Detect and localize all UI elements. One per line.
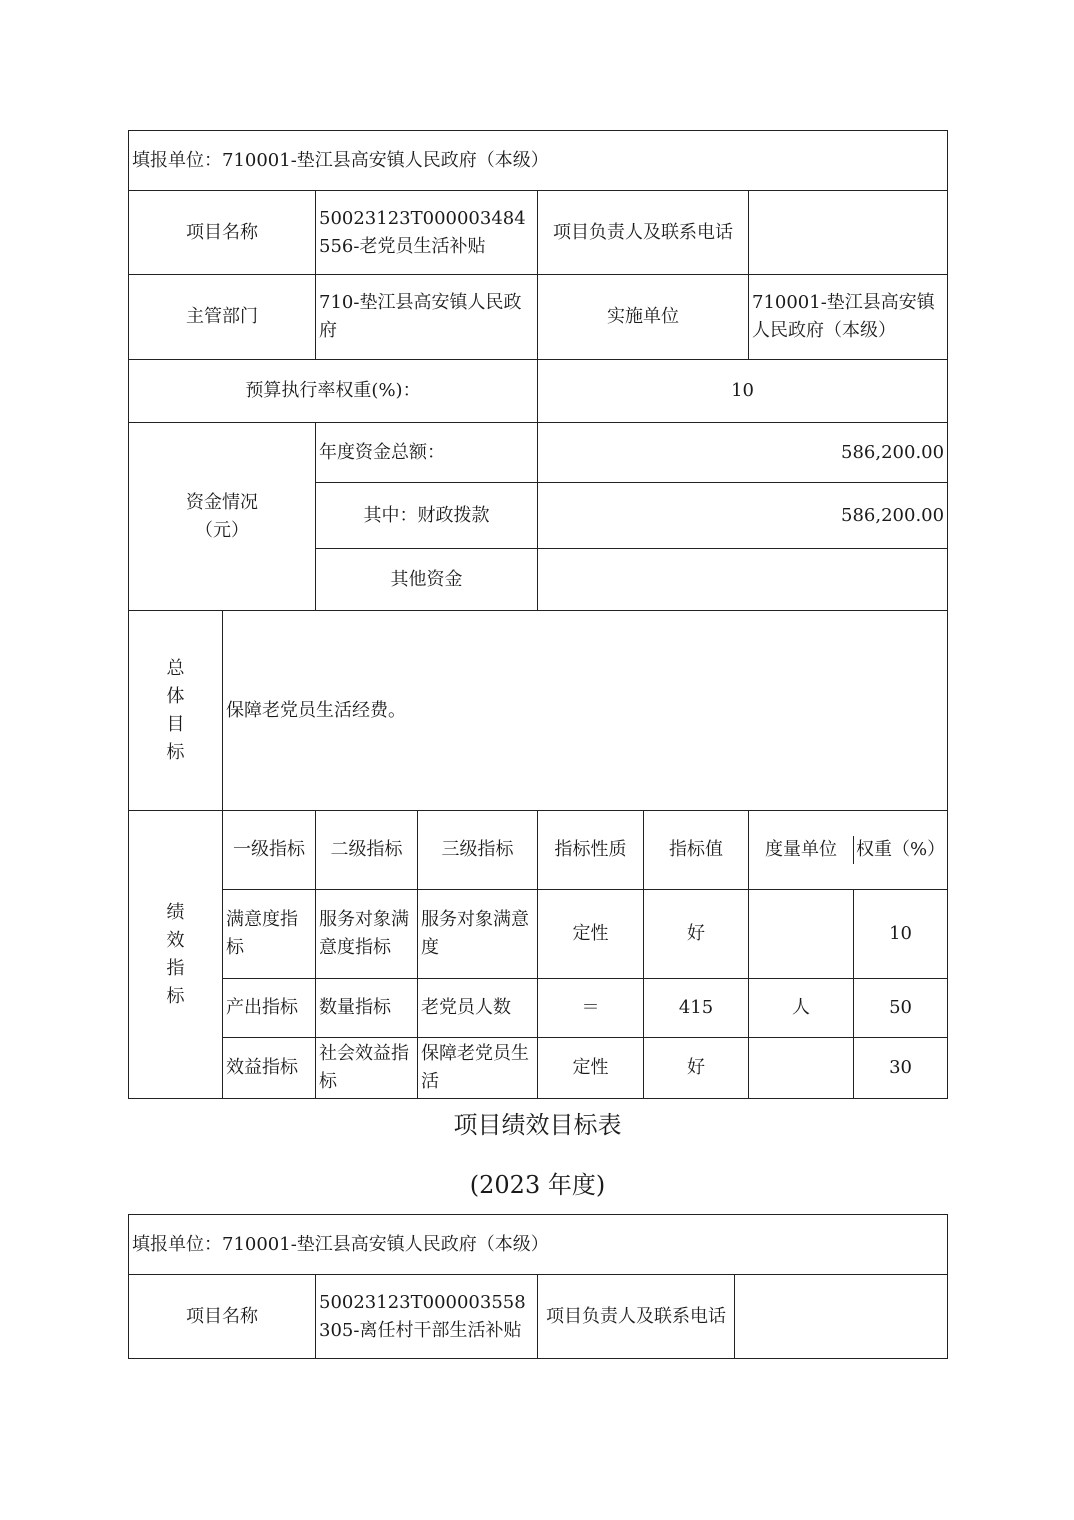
project-name-label-2: 项目名称 [129, 1275, 316, 1359]
row3-level3: 保障老党员生活 [418, 1038, 538, 1099]
page-year: (2023 年度) [469, 1171, 606, 1199]
row2-level1: 产出指标 [223, 979, 316, 1038]
overall-goal-label [129, 611, 223, 811]
dept-value: 710-垫江县高安镇人民政府 [316, 275, 538, 360]
fiscal-label: 其中：财政拨款 [316, 483, 538, 549]
reporting-unit: 填报单位：710001-垫江县高安镇人民政府（本级） [129, 131, 948, 191]
row3-unit [749, 1038, 853, 1098]
row1-level3: 服务对象满意度 [418, 890, 538, 979]
header-nature: 指标性质 [538, 811, 644, 890]
row1-level1: 满意度指标 [223, 890, 316, 979]
contact-label-2: 项目负责人及联系电话 [538, 1275, 735, 1359]
project-name-value-2: 50023123T000003558305-离任村干部生活补贴 [316, 1275, 538, 1359]
perf-char: 绩 [166, 901, 185, 923]
header-level3: 三级指标 [418, 811, 538, 890]
other-funds-value [538, 549, 948, 611]
project-name-label: 项目名称 [129, 191, 316, 275]
funds-label-line1: 资金情况 [186, 491, 258, 513]
contact-value-2 [735, 1275, 948, 1359]
budget-weight-value: 10 [538, 360, 948, 423]
fiscal-value: 586,200.00 [538, 483, 948, 549]
table-row [129, 1038, 948, 1099]
annual-total-value: 586,200.00 [538, 423, 948, 483]
goal-char: 标 [166, 741, 185, 763]
row3-level2: 社会效益指标 [316, 1038, 418, 1099]
row1-value: 好 [644, 890, 749, 979]
other-funds-label: 其他资金 [316, 549, 538, 611]
table-row [129, 979, 948, 1038]
row2-unit: 人 [792, 997, 810, 1018]
goal-char: 体 [166, 685, 185, 707]
performance-table-1 [128, 130, 948, 1099]
impl-value: 710001-垫江县高安镇人民政府（本级） [749, 275, 948, 360]
goal-char: 目 [166, 713, 185, 735]
row1-nature: 定性 [538, 890, 644, 979]
header-unit-weight [749, 811, 948, 890]
row2-unit-weight [749, 979, 948, 1038]
row2-level3: 老党员人数 [418, 979, 538, 1038]
performance-table-2 [128, 1214, 948, 1359]
contact-label: 项目负责人及联系电话 [538, 191, 749, 275]
project-name-value: 50023123T000003484556-老党员生活补贴 [316, 191, 538, 275]
row3-level1: 效益指标 [223, 1038, 316, 1099]
row2-weight: 50 [853, 979, 947, 1037]
row3-weight: 30 [853, 1038, 947, 1098]
row3-nature: 定性 [538, 1038, 644, 1099]
budget-weight-label: 预算执行率权重(%)： [129, 360, 538, 423]
page-title: 项目绩效目标表 [453, 1111, 622, 1139]
perf-char: 标 [166, 985, 185, 1007]
perf-char: 指 [166, 957, 185, 979]
dept-label: 主管部门 [129, 275, 316, 360]
header-value: 指标值 [644, 811, 749, 890]
row1-unit [749, 890, 853, 978]
perf-char: 效 [166, 929, 185, 951]
goal-char: 总 [166, 657, 185, 679]
row2-level2: 数量指标 [316, 979, 418, 1038]
contact-value [749, 191, 948, 275]
overall-goal-text: 保障老党员生活经费。 [223, 611, 948, 811]
header-weight: 权重（%） [853, 836, 947, 864]
row1-unit-weight [749, 890, 948, 979]
funds-label-line2: （元） [195, 519, 249, 541]
annual-total-label: 年度资金总额： [316, 423, 538, 483]
row3-value: 好 [644, 1038, 749, 1099]
row2-nature: ＝ [538, 979, 644, 1038]
header-unit: 度量单位 [765, 839, 837, 860]
performance-indicators-label [129, 811, 223, 1099]
row2-value: 415 [644, 979, 749, 1038]
header-level1: 一级指标 [223, 811, 316, 890]
funds-label [129, 423, 316, 611]
impl-label: 实施单位 [538, 275, 749, 360]
reporting-unit-2: 填报单位：710001-垫江县高安镇人民政府（本级） [129, 1215, 948, 1275]
row3-unit-weight [749, 1038, 948, 1099]
header-level2: 二级指标 [316, 811, 418, 890]
table-row [129, 890, 948, 979]
row1-level2: 服务对象满意度指标 [316, 890, 418, 979]
row1-weight: 10 [853, 890, 947, 978]
